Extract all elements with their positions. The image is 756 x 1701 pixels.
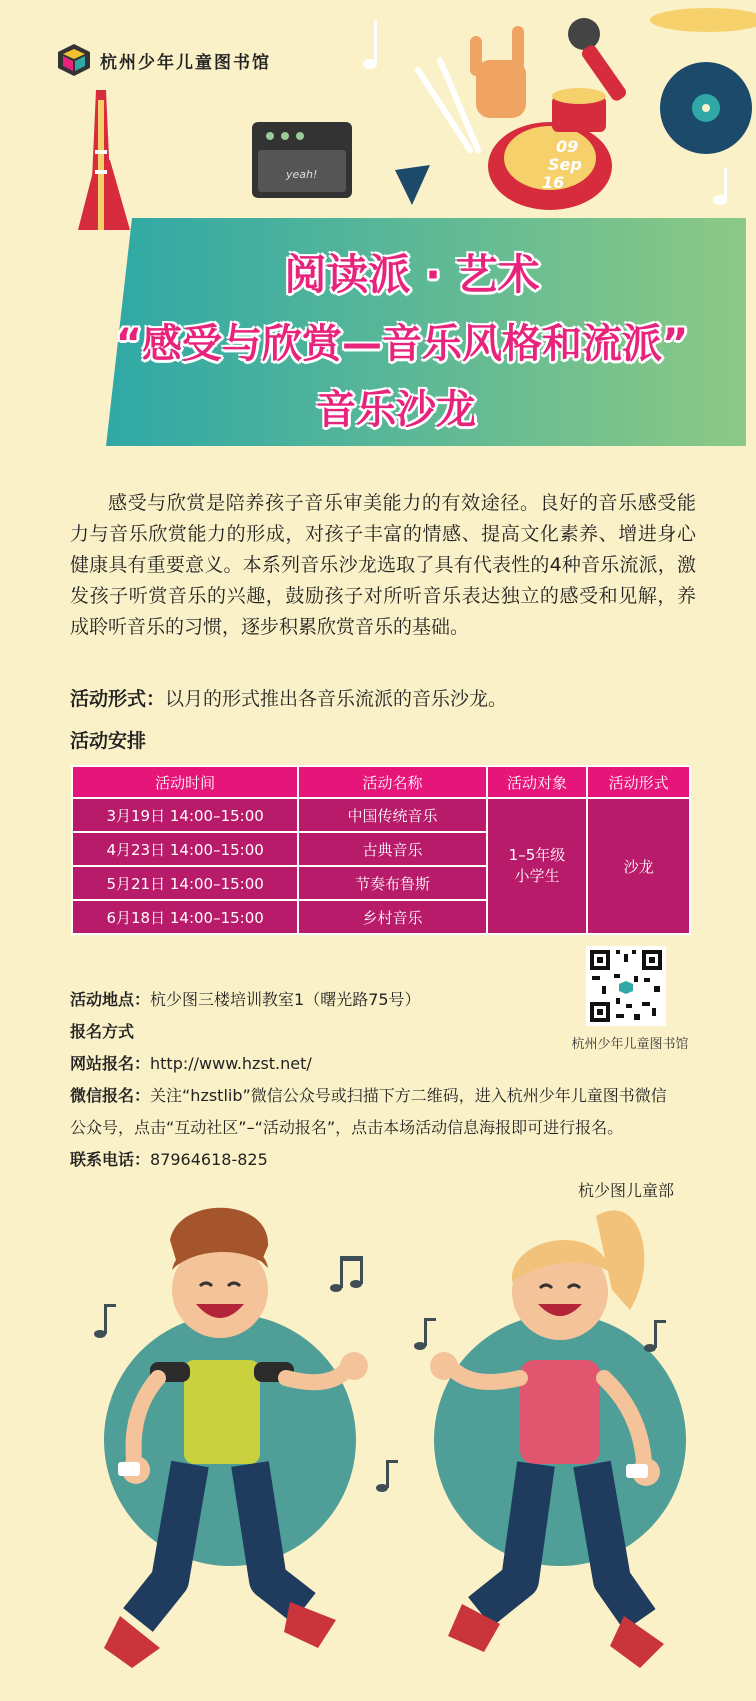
header-form: 活动形式 — [587, 766, 690, 798]
row-time: 3月19日 14:00–15:00 — [72, 798, 298, 832]
schedule-heading: 活动安排 — [70, 730, 147, 752]
activity-format — [70, 684, 710, 711]
website-row — [70, 1048, 710, 1080]
header-name: 活动名称 — [298, 766, 486, 798]
intro-paragraph: 感受与欣赏是陪养孩子音乐审美能力的有效途径。良好的音乐感受能力与音乐欣赏能力的形成，对孩子丰富的情感、提高文化素养、增进身心健康具有重要意义。本系列音乐沙龙选取了具有代表性的4种音乐流派，激发孩子听赏音乐的兴趣，鼓励孩子对所听音乐表达独立的感受和见解，养成聆听音乐的习惯，逐步积累欣赏音乐的基础。 — [70, 492, 696, 638]
audience-cell — [487, 798, 588, 934]
row-time: 4月23日 14:00–15:00 — [72, 832, 298, 866]
website-link[interactable]: http://www.hzst.net/ — [150, 1054, 312, 1073]
phone-row — [70, 1144, 710, 1176]
title-event: 音乐沙龙 — [316, 387, 476, 433]
dancing-kids-illustration — [0, 1200, 756, 1701]
guitar-pick-icon — [395, 165, 430, 205]
rock-hand-icon — [470, 26, 526, 118]
location-value: 杭少图三楼培训教室1（曙光路75号） — [150, 990, 421, 1009]
music-illustrations — [0, 0, 756, 230]
header-audience: 活动对象 — [487, 766, 588, 798]
vinyl-record-icon — [660, 62, 752, 154]
title-main: “感受与欣赏—音乐风格和流派” — [115, 321, 689, 367]
music-note-icon — [363, 20, 377, 69]
activity-format-text: 以月的形式推出各音乐流派的音乐沙龙。 — [165, 688, 508, 710]
location-row — [70, 984, 710, 1016]
drumsticks-icon — [418, 60, 478, 150]
date-day: 09 — [556, 137, 579, 156]
activity-format-label: 活动形式： — [70, 688, 166, 710]
wechat-instructions-1: 关注“hzstlib”微信公众号或扫描下方二维码，进入杭州少年儿童图书微信 — [150, 1086, 667, 1105]
website-label: 网站报名： — [70, 1054, 151, 1073]
title-series: 阅读派 · 艺术 — [284, 250, 540, 299]
table-row — [72, 798, 690, 832]
row-time: 6月18日 14:00–15:00 — [72, 900, 298, 934]
amplifier-label: yeah! — [286, 168, 318, 181]
guitar-icon — [60, 90, 150, 230]
audience-group: 小学生 — [514, 867, 560, 885]
location-label: 活动地点： — [70, 990, 151, 1009]
row-name: 节奏布鲁斯 — [298, 866, 486, 900]
title-banner — [106, 218, 746, 446]
music-note-icon-right — [713, 168, 727, 205]
event-info — [70, 984, 710, 1176]
row-name: 乡村音乐 — [298, 900, 486, 934]
phone-value: 87964618-825 — [150, 1150, 268, 1169]
audience-grade: 1–5年级 — [508, 846, 566, 864]
cymbal-icon — [650, 8, 756, 32]
table-header-row — [72, 766, 690, 798]
phone-label: 联系电话： — [70, 1150, 151, 1169]
amplifier-icon — [252, 122, 352, 198]
row-name: 中国传统音乐 — [298, 798, 486, 832]
wechat-row — [70, 1080, 710, 1112]
form-cell: 沙龙 — [587, 798, 690, 934]
organizer-signature: 杭少图儿童部 — [578, 1181, 675, 1200]
header-time: 活动时间 — [72, 766, 298, 798]
wechat-instructions-2: 公众号，点击“互动社区”–“活动报名”，点击本场活动信息海报即可进行报名。 — [70, 1118, 624, 1137]
wechat-label: 微信报名： — [70, 1086, 151, 1105]
logo-text: 杭州少年儿童图书馆 — [100, 52, 271, 73]
row-time: 5月21日 14:00–15:00 — [72, 866, 298, 900]
qr-caption: 杭州少年儿童图书馆 — [571, 1037, 689, 1052]
schedule-table — [71, 765, 691, 935]
row-name: 古典音乐 — [298, 832, 486, 866]
signup-heading: 报名方式 — [70, 1022, 135, 1041]
date-number: 16 — [542, 173, 565, 192]
date-month: Sep — [548, 155, 582, 174]
